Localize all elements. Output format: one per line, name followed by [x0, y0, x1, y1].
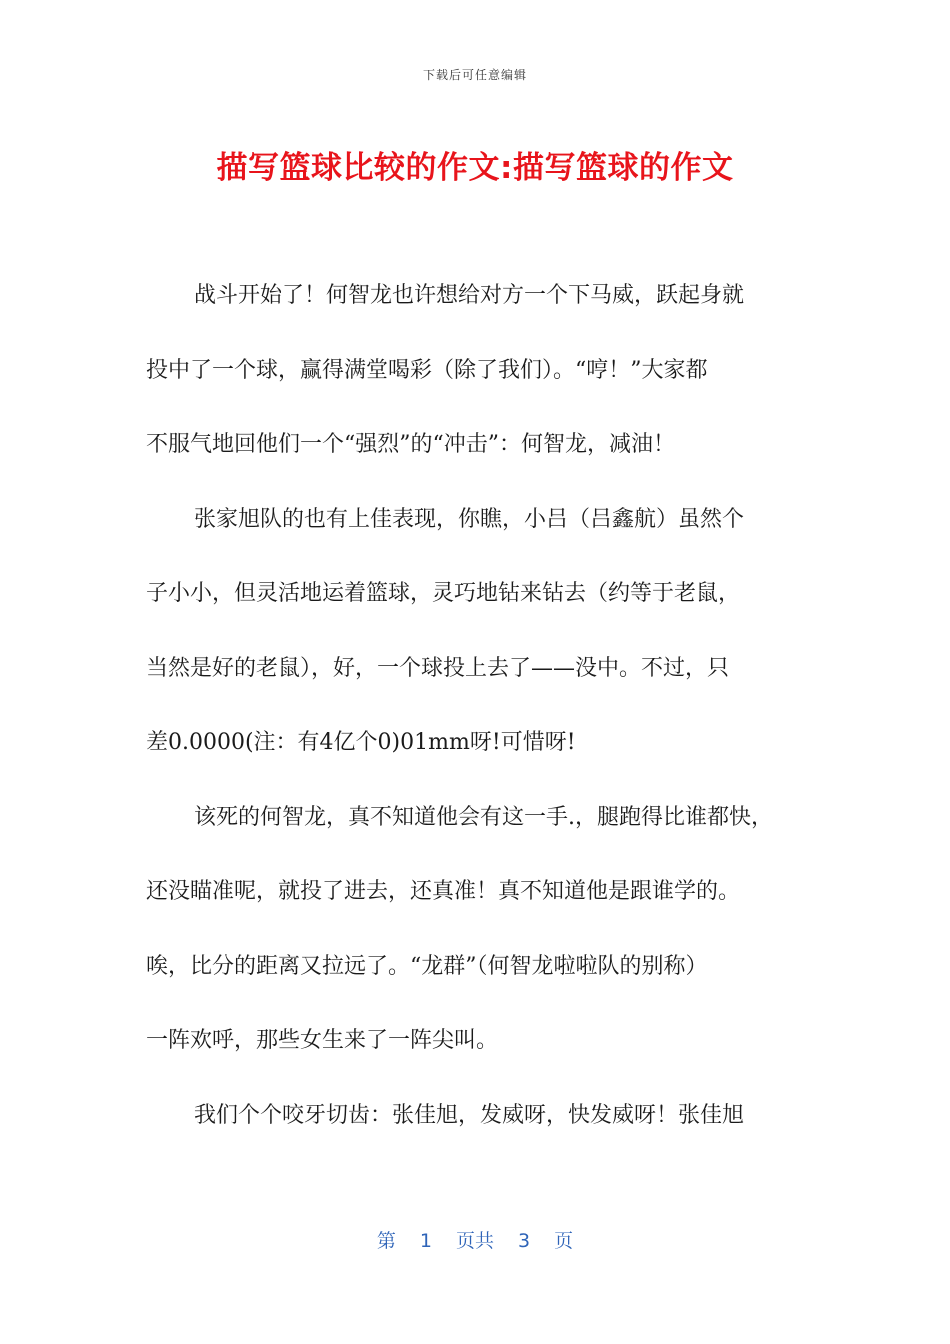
paragraph-line: 我们个个咬牙切齿：张佳旭，发威呀，快发威呀！张佳旭	[194, 1102, 745, 1128]
page-footer	[0, 1226, 950, 1253]
footer-total-pages: 3	[518, 1230, 531, 1252]
paragraph-line: 该死的何智龙，真不知道他会有这一手.，腿跑得比谁都快，	[194, 804, 773, 830]
footer-page-number: 1	[419, 1230, 432, 1252]
document-body	[146, 268, 826, 1162]
paragraph-line: 唉，比分的距离又拉远了。“龙群”（何智龙啦啦队的别称）	[146, 953, 708, 979]
paragraph-line: 差0.0000(注：有4亿个0)01mm呀!可惜呀!	[146, 730, 576, 755]
page-header-note: 下载后可任意编辑	[422, 68, 527, 82]
paragraph-line: 不服气地回他们一个“强烈”的“冲击”：何智龙，减油！	[146, 432, 675, 457]
footer-prefix: 第	[376, 1230, 396, 1252]
paragraph-line: 投中了一个球，赢得满堂喝彩（除了我们）。“哼！”大家都	[146, 357, 708, 383]
paragraph-line: 子小小，但灵活地运着篮球，灵巧地钻来钻去（约等于老鼠，	[146, 581, 741, 606]
paragraph-line: 还没瞄准呢，就投了进去，还真准！真不知道他是跟谁学的。	[146, 879, 741, 904]
paragraph-line: 张家旭队的也有上佳表现，你瞧，小吕（吕鑫航）虽然个	[194, 506, 745, 532]
footer-suffix: 页	[554, 1230, 574, 1252]
paragraph-line: 一阵欢呼，那些女生来了一阵尖叫。	[146, 1028, 499, 1053]
paragraph-line: 战斗开始了！何智龙也许想给对方一个下马威，跃起身就	[194, 283, 745, 308]
footer-middle: 页共	[455, 1230, 494, 1252]
document-title: 描写篮球比较的作文:描写篮球的作文	[216, 150, 734, 186]
paragraph-line: 当然是好的老鼠），好，一个球投上去了——没中。不过，只	[146, 655, 730, 681]
